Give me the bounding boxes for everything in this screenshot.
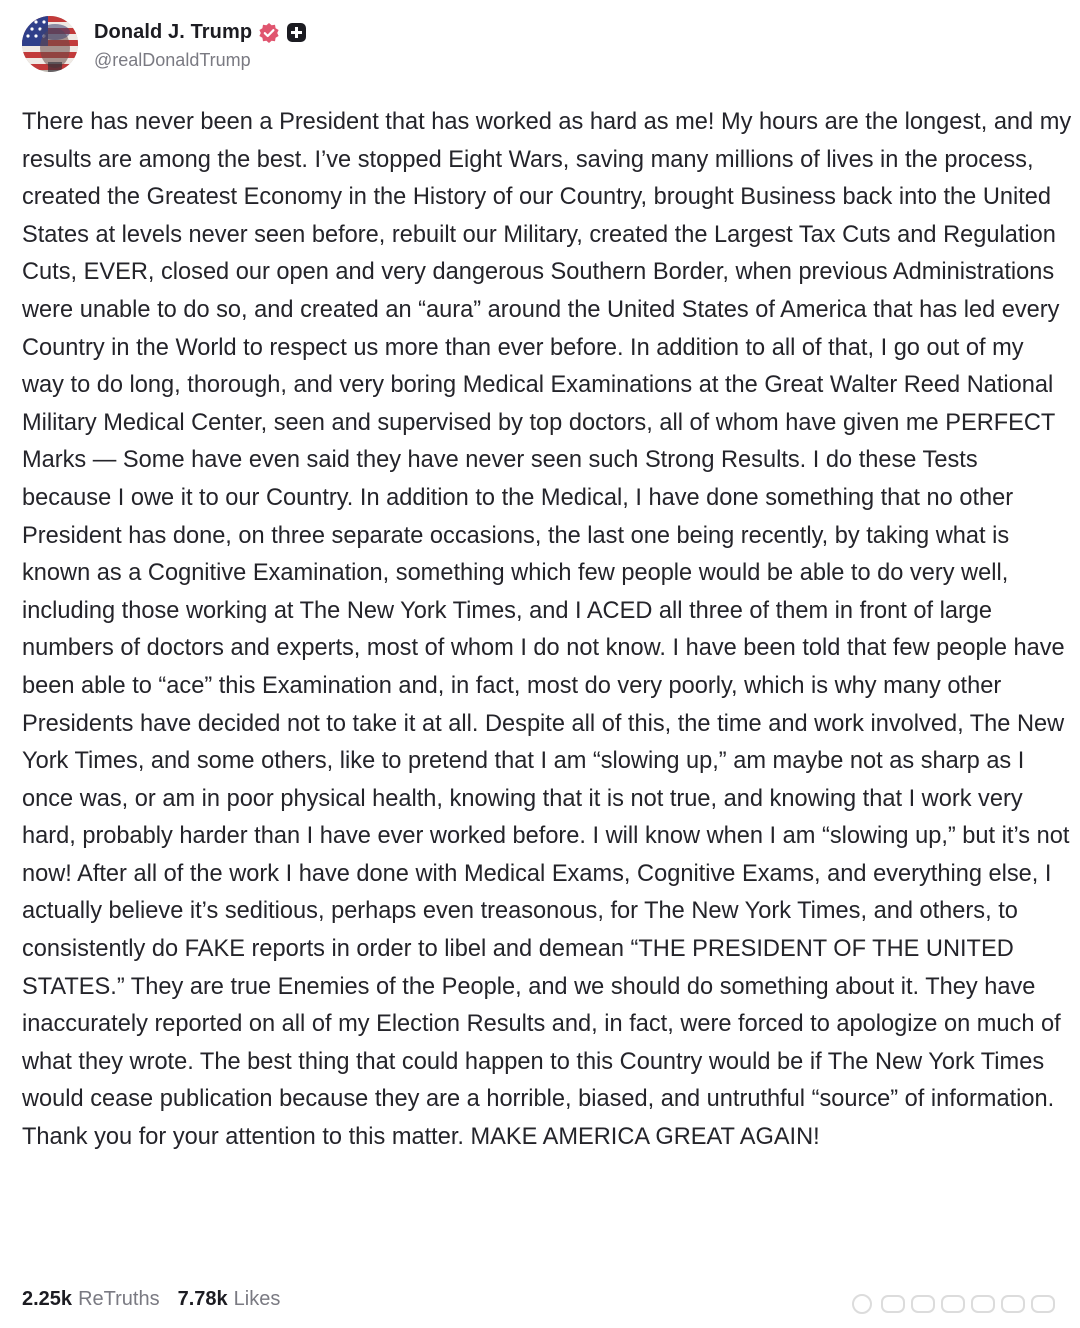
likes-label[interactable]: Likes (233, 1287, 281, 1310)
avatar[interactable] (22, 16, 78, 72)
post-header (22, 14, 307, 74)
retruths-label[interactable]: ReTruths (78, 1287, 160, 1310)
verified-check-icon (258, 22, 280, 44)
watermark-graphic (848, 1290, 1068, 1318)
display-name[interactable]: Donald J. Trump (94, 21, 253, 43)
likes-count[interactable]: 7.78k (177, 1287, 228, 1310)
author-names (94, 18, 307, 71)
author-handle[interactable]: @realDonaldTrump (94, 49, 251, 70)
post-stats (22, 1284, 280, 1314)
retruths-count[interactable]: 2.25k (22, 1287, 73, 1310)
name-row (94, 18, 307, 48)
post-body: There has never been a President that has worked as hard as me! My hours are the longest, and my results are among the best. I’ve stopped Eight Wars, saving many millions of lives in the process, created the Greatest Economy in the History of our Country, brought Business back into the United States at levels never seen before, rebuilt our Military, created the Largest Tax Cuts and Regulation Cuts, EVER, closed our open and very dangerous Southern Border, when previous Administrations were unable to do so, and created an “aura” around the United States of America that has led every Country in the World to respect us more than ever before. In addition to all of that, I go out of my way to do long, thorough, and very boring Medical Examinations at the Great Walter Reed National Military Medical Center, seen and supervised by top doctors, all of whom have given me PERFECT Marks — Some have even said they have never seen such Strong Results. I do these Tests because I owe it to our Country. In addition to the Medical, I have done something that no other President has done, on three separate occasions, the last one being recently, by taking what is known as a Cognitive Examination, something which few people would be able to do very well, including those working at The New York Times, and I ACED all three of them in front of large numbers of doctors and experts, most of whom I do not know. I have been told that few people have been able to “ace” this Examination and, in fact, most do very poorly, which is why many other Presidents have decided not to take it at all. Despite all of this, the time and work involved, The New York Times, and some others, like to pretend that I am “slowing up,” am maybe not as sharp as I once was, or am in poor physical health, knowing that it is not true, and knowing that I work very hard, probably harder than I have ever worked before. I will know when I am “slowing up,” but it’s not now! After all of the work I have done with Medical Exams, Cognitive Exams, and everything else, I actually believe it’s seditious, perhaps even treasonous, for The New York Times, and others, to consistently do FAKE reports in order to libel and demean “THE PRESIDENT OF THE UNITED STATES.” They are true Enemies of the People, and we should do something about it. They have inaccurately reported on all of my Election Results and, in fact, were forced to apologize on much of what they wrote. The best thing that could happen to this Country would be if The New York Times would cease publication because they are a horrible, biased, and untruthful “source” of information. Thank you for your attention to this matter. MAKE AMERICA GREAT AGAIN! (22, 109, 1072, 1151)
plus-badge-icon (286, 22, 307, 43)
flag-face-avatar-image (22, 16, 78, 72)
